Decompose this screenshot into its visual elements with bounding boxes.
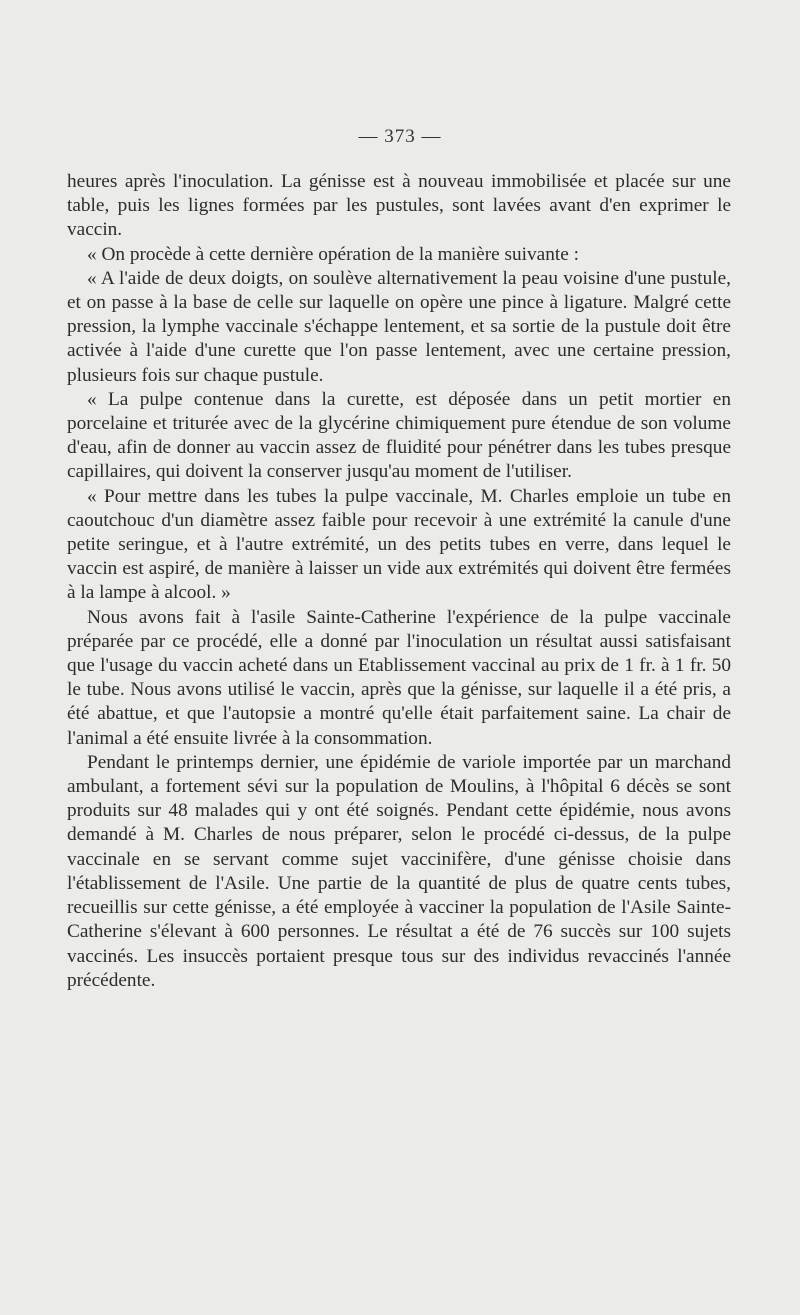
paragraph: « A l'aide de deux doigts, on soulève alternativement la peau voisine d'une pustule, et on passe à la base de celle sur laquelle on opère une pince à ligature. Malgré cette pression, la lymphe vaccinale s'échappe lentement, et sa sortie de la pustule doit être activée à l'aide d'une curette que l'on passe lentement, avec une certaine pression, plusieurs fois sur chaque pustule.: [67, 267, 731, 386]
paragraph: Nous avons fait à l'asile Sainte-Catherine l'expérience de la pulpe vaccinale préparée par ce procédé, elle a donné par l'inoculation un résultat aussi satisfaisant que l'usage du vaccin acheté dans un Etablissement vaccinal au prix de 1 fr. à 1 fr. 50 le tube. Nous avons utilisé le vaccin, après que la génisse, sur laquelle il a été pris, a été abattue, et que l'autopsie a montré qu'elle était parfaitement saine. La chair de l'animal a été ensuite livrée à la consommation.: [67, 606, 731, 749]
paragraph: heures après l'inoculation. La génisse est à nouveau immobilisée et placée sur une table, puis les lignes formées par les pustules, sont lavées avant d'en exprimer le vaccin.: [67, 171, 731, 241]
paragraph: « On procède à cette dernière opération de la manière suivante :: [87, 243, 579, 265]
page-number: — 373 —: [358, 126, 442, 147]
paragraph: « La pulpe contenue dans la curette, est déposée dans un petit mortier en porcelaine et triturée avec de la glycérine chimiquement pure étendue de son volume d'eau, afin de donner au vaccin assez de fluidité pour pénétrer dans les tubes presque capillaires, qui doivent la conserver jusqu'au moment de l'utiliser.: [67, 388, 731, 483]
text-body: [67, 170, 731, 993]
paragraph: « Pour mettre dans les tubes la pulpe vaccinale, M. Charles emploie un tube en caoutchouc d'un diamètre assez faible pour recevoir à une extrémité la canule d'une petite seringue, et à l'autre extrémité, un des petits tubes en verre, dans lequel le vaccin est aspiré, de manière à laisser un vide aux extrémités qui doivent être fermées à la lampe à alcool. »: [67, 485, 731, 604]
paragraph: Pendant le printemps dernier, une épidémie de variole importée par un marchand ambulant, a fortement sévi sur la population de Moulins, à l'hôpital 6 décès se sont produits sur 48 malades qui y ont été soignés. Pendant cette épidémie, nous avons demandé à M. Charles de nous préparer, selon le procédé ci-dessus, de la pulpe vaccinale en se servant comme sujet vaccinifère, d'une génisse choisie dans l'établissement de l'Asile. Une partie de la quantité de plus de quatre cents tubes, recueillis sur cette génisse, a été employée à vacciner la population de l'Asile Sainte-Catherine s'élevant à 600 personnes. Le résultat a été de 76 succès sur 100 sujets vaccinés. Les insuccès portaient presque tous sur des individus revaccinés l'année précédente.: [67, 751, 731, 991]
